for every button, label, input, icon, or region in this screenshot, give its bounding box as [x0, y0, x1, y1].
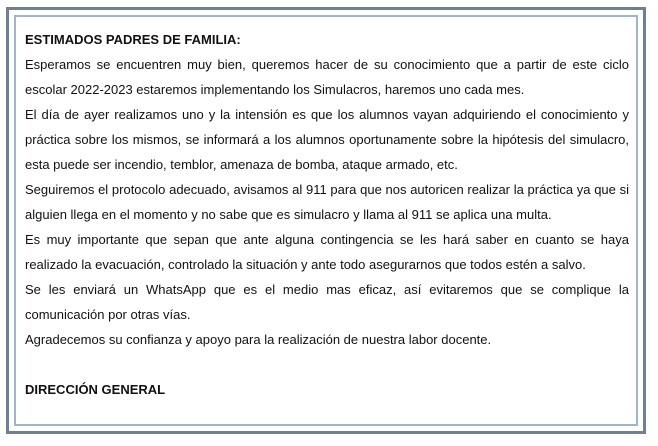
letter-paragraph-4: Es muy importante que sepan que ante alguna contingencia se les hará saber en cuanto se haya realizado la evacuación, controlado la situación y ante todo asegurarnos que todos estén a salvo.: [25, 232, 629, 272]
letter-greeting: ESTIMADOS PADRES DE FAMILIA:: [25, 32, 241, 47]
letter-signature: DIRECCIÓN GENERAL: [25, 382, 166, 397]
letter-body: [25, 27, 629, 402]
letter-paragraph-5: Se les enviará un WhatsApp que es el medio mas eficaz, así evitaremos que se complique la comunicación por otras vías.: [25, 282, 629, 322]
letter-outer-frame: [6, 7, 646, 434]
letter-paragraph-2: El día de ayer realizamos uno y la intensión es que los alumnos vayan adquiriendo el conocimiento y práctica sobre los mismos, se informará a los alumnos oportunamente sobre la hipótesis del simulacro, esta puede ser incendio, temblor, amenaza de bomba, ataque armado, etc.: [25, 107, 629, 172]
letter-paragraph-1: Esperamos se encuentren muy bien, queremos hacer de su conocimiento que a partir de este ciclo escolar 2022-2023 estaremos implementando los Simulacros, haremos uno cada mes.: [25, 57, 629, 97]
letter-paragraph-6: Agradecemos su confianza y apoyo para la realización de nuestra labor docente.: [25, 332, 492, 347]
signature-spacer: [25, 352, 629, 377]
letter-inner-frame: [14, 15, 638, 426]
letter-paragraph-3: Seguiremos el protocolo adecuado, avisamos al 911 para que nos autoricen realizar la práctica ya que si alguien llega en el momento y no sabe que es simulacro y llama al 911 se aplica una multa.: [25, 182, 629, 222]
